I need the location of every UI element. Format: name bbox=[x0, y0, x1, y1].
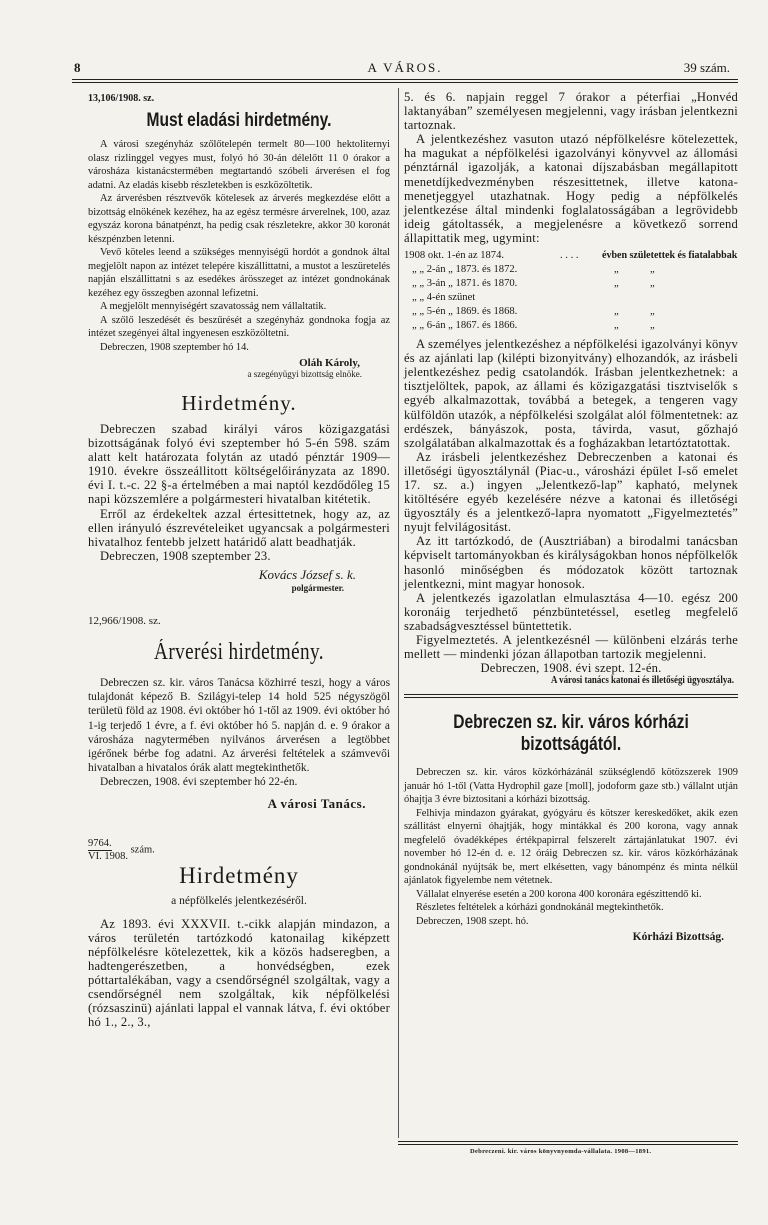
must-paragraph: Az árverésben résztvevők kötelesek az árverés megkezdése előtt a bizottság elnökének kezéhez, ha az egész termésre árverelnek, 100, azaz egyszáz korona bánatpénzt, ha pedig csak részletekre, akkor 30 koronát készpénzben letenni. bbox=[88, 193, 390, 245]
header-rule-thin bbox=[72, 82, 738, 83]
header-rule bbox=[72, 79, 738, 80]
hirdetmeny-notice bbox=[88, 391, 390, 593]
arveresi-ref-number: 12,966/1908. sz. bbox=[88, 614, 161, 627]
nepfolkeles-paragraph: A jelentkezés igazolatlan elmulasztása 4—10. egész 200 koronáig terjedhető pénzbüntetéssel, esetleg megfelelő szabadságvesztéssel büntettetik. bbox=[404, 590, 738, 633]
must-date: Debreczen, 1908 szeptember hó 14. bbox=[100, 341, 249, 353]
nepfolkeles-paragraph: Az itt tartózkodó, de (Ausztriában) a birodalmi tanácsban képviselt tartományokban és királyságokban honos népfölkelők hasonló minőségben és módozatok között tartoznak jelentkezni, mint magyar honosok. bbox=[404, 534, 738, 591]
must-notice bbox=[88, 93, 390, 379]
nepfolkeles-paragraph: A személyes jelentkezéshez a népfölkelési igazolványi könyv és az ajánlati lap (kilépti bizonyitvány) elhozandók, az irásbeli jelentkezéshez pedig csatolandók. Irásban jelentkezhetnek: a tisztjelöltek, papok, az állami és közigazgatási tisztviselők s egyéb alkalmazottak, továbbá a betegek, a tengeren vagy külföldön utazók, a népfölkelési szolgálat alól fölmentetnek: az erdészek, bányászok, posta, távirda, vasut, gőzhajó szolgálatában alkalmazottak és a fogházakban letartóztatottak. bbox=[404, 337, 738, 450]
column-divider bbox=[398, 88, 399, 1138]
nepfolkeles-subtitle: a népfölkelés jelentkezéséről. bbox=[171, 894, 307, 907]
hirdetmeny-date: Debreczen, 1908 szeptember 23. bbox=[100, 548, 271, 563]
newspaper-title: A VÁROS. bbox=[367, 60, 443, 75]
nepfolkeles-continued: 5. és 6. napjain reggel 7 órakor a péterfiai „Honvéd laktanyában” személyesen megjelenni, vagy irásban jelentkezni tartoznak. bbox=[404, 90, 738, 133]
section-rule-thin bbox=[404, 697, 738, 698]
arveresi-title: Árverési hirdetmény. bbox=[154, 638, 324, 665]
nepfolkeles-paragraph: Az 1893. évi XXXVII. t.-cikk alapján mindazon, a város területén tartózkodó katonailag kiképzett népfölkelésre kötelezettek, kik a közös hadseregben, a hadtengerészetben, a honvédségben, ezek póttartalékában, vagy a csendőrségnél szolgáltak, vagy a csendőrségnél nem szolgáltak, kik népfölkelési (rózsaszinü) ajánlati lappal el vannak látva, f. évi október hó 1., 2., 3., bbox=[88, 916, 390, 1030]
ref-denominator: VI. 1908. bbox=[88, 850, 128, 862]
schedule-row: 1908 okt. 1-én az 1874. . . . . évben születettek és fiatalabbak bbox=[404, 250, 738, 262]
korhaz-paragraph: Felhivja mindazon gyárakat, gyógyáru és kötszer kereskedőket, akik ezen szállitást elnyerni óhajtják, hogy mintákkal és 200 korona, vagy annak megfelelő óvadékképes értékpapirral felszerelt zártajánlatukat 1907. évi november hó 12-én d. e. 12 óráig Debreczen sz. kir. város közkórházának gondnokánál nyújtsák be, mert elkésetten, vagy bánompénz és minta nélkül ajánlatok figyelembe nem vétetnek. bbox=[404, 807, 738, 887]
nepfolkeles-notice bbox=[88, 838, 390, 1030]
right-column bbox=[404, 90, 738, 943]
left-column bbox=[88, 90, 390, 1029]
section-rule bbox=[404, 694, 738, 695]
arveresi-signature: A városi Tanács. bbox=[267, 795, 366, 811]
page-number: 8 bbox=[74, 60, 83, 75]
hirdetmeny-title: Hirdetmény. bbox=[181, 391, 297, 415]
schedule-table bbox=[404, 249, 738, 333]
footer-rule bbox=[398, 1141, 738, 1142]
ref-suffix: szám. bbox=[130, 844, 155, 856]
printer-imprint: Debreczeni. kir. város könyvnyomda-vállalata. 1908—1891. bbox=[470, 1148, 652, 1155]
schedule-row: „ „ 6-án „ 1867. és 1866. „ „ bbox=[412, 320, 655, 332]
arveresi-paragraph: Debreczen sz. kir. város Tanácsa közhirré teszi, hogy a város tulajdonát képező B. Szilágyi-telep 14 hold 525 négyszögöl területü föld az 1908. évi október hó 1-től az 1909. évi október hó 1-ig terjedő 1 évre, a f. évi október hó 5. napján d. e. 9 órakor a városháza nagytermében nyilvános árverésen a legtöbbet igérőnek bérbe fog adatni. Az árverési feltételek a számvevői hivatalban a hivatalos órák alatt megtekinthetők. bbox=[88, 676, 390, 775]
arveresi-notice bbox=[88, 615, 390, 812]
nepfolkeles-ref bbox=[88, 838, 390, 863]
arveresi-date: Debreczen, 1908. évi szeptember hó 22-én. bbox=[100, 776, 298, 789]
footer-rule-thin bbox=[398, 1144, 738, 1145]
must-title: Must eladási hirdetmény. bbox=[146, 110, 332, 131]
nepfolkeles-paragraph: A jelentkezéshez vasuton utazó népfölkelésre kötelezettek, ha magukat a népfölkelési igazolványi könyvvel az állomási pénztárnál igazolják, a katonai díjszabásban megállapitott menetdíjkedvezményben részesittetnek, illetve katona-menetjeggyel utazhatnak. Hogy pedig a népfölkelés jelentkezése által mindenki foglalatosságában a legrövidebb ideig gátoltassék, a megjelenésre a következő sorrend állapittatik meg, ugymint: bbox=[404, 132, 738, 245]
korhaz-notice bbox=[404, 712, 738, 943]
schedule-row: „ „ 5-én „ 1869. és 1868. „ „ bbox=[412, 306, 655, 318]
nepfolkeles-paragraph: Az irásbeli jelentkezéshez Debreczenben a katonai és illetőségi ügyosztálynál (Piac-u., városházi épület I-ső emelet 17. sz. a.) ingyen „Jelentkező-lap” kapható, melynek kitöltésére egyéb kezelésére nézve a katonai és illetőségi ügyosztály és a jelentkező-lapra nyomatott „Figyelmeztetés” nyujt felvilágositást. bbox=[404, 449, 738, 535]
hirdetmeny-paragraph: Debreczen szabad királyi város közigazgatási bizottságának folyó évi szeptember hó 5-én 598. szám alatt kelt határozata folytán az utadó pénztár 1909—1910. évekre összeállitott költségelőirányzata az 1890. évi I. t.-c. 22 §-a értelmében a mai naptól kezdődőleg 15 napi közszemlére a polgármesteri hivatalban kitétetik. bbox=[88, 422, 390, 507]
issue-number: 39 szám. bbox=[683, 60, 730, 75]
schedule-row: „ „ 2-án „ 1873. és 1872. „ „ bbox=[412, 264, 655, 276]
korhaz-title: Debreczen sz. kir. város kórházi bizottságától. bbox=[453, 712, 689, 756]
nepfolkeles-title: Hirdetmény bbox=[179, 862, 299, 888]
nepfolkeles-paragraph: Figyelmeztetés. A jelentkezésnél — különbeni elzárás terhe mellett — mindenki józan állapotban tartozik megjelenni. bbox=[404, 633, 738, 662]
must-ref-number: 13,106/1908. sz. bbox=[88, 93, 155, 104]
korhaz-signature: Kórházi Bizottság. bbox=[632, 931, 724, 944]
hirdetmeny-signature-title: polgármester. bbox=[291, 582, 344, 593]
hirdetmeny-paragraph: Erről az érdekeltek azzal értesittetnek, hogy az, az ellen irányuló észrevételeiket ugyancsak a polgármesteri hivatalhoz fentebb jelzett határidő alatt beadhatják. bbox=[88, 506, 390, 549]
must-paragraph: A városi szegényház szőlőtelepén termelt 80—100 hektoliternyi olasz rizlinggel vegyes must, folyó hó 30-án délelőtt 11 0 órakor a városháza kistanácstermében megtartandó szóbeli árverésen el fog adatni. Az eladás kisebb részletekben is eszközöltetik. bbox=[88, 139, 390, 191]
must-paragraph: Vevő köteles leend a szükséges mennyiségű hordót a gondnok által megjelölt napon az intézet telepére kiszállittatni, a mustot a leszüretelés napján elszállittatni s az esedékes árösszeget az intézet gondnokának kezéhez egy összegben azonnal lefizetni. bbox=[88, 247, 390, 299]
nepfolkeles-signature: A városi tanács katonai és illetőségi ügyosztálya. bbox=[550, 675, 734, 687]
hirdetmeny-signature: Kovács József s. k. bbox=[258, 566, 356, 582]
must-paragraph: A megjelölt mennyiségért szavatosság nem vállaltatik. bbox=[100, 301, 327, 312]
must-signature: Oláh Károly, bbox=[299, 357, 360, 369]
must-paragraph: A szőlő leszedését és beszűrését a szegényház gondnoka fogja az intézet szegényei által ingyenesen eszközöltetni. bbox=[88, 314, 390, 339]
schedule-row: „ „ 3-án „ 1871. és 1870. „ „ bbox=[412, 278, 655, 290]
page-header bbox=[72, 60, 738, 76]
korhaz-paragraph: Részletes feltételek a kórházi gondnokánál megtekinthetők. bbox=[416, 902, 664, 914]
korhaz-paragraph: Vállalat elnyerése esetén a 200 korona 400 koronára egészittendő ki. bbox=[416, 888, 702, 900]
must-signature-title: a szegényügyi bizottság elnöke. bbox=[247, 369, 362, 379]
nepfolkeles-date: Debreczen, 1908. évi szept. 12-én. bbox=[480, 661, 662, 676]
schedule-row: „ „ 4-én szünet bbox=[412, 292, 476, 304]
korhaz-paragraph: Debreczen sz. kir. város közkórházánál szükséglendő kötözszerek 1909 január hó 1-től (Vatta Hydrophil gaze [moll], jodoform gaze stb.) vállalnt utján óhajtja 3 évre biztositani a kórházi bizottság. bbox=[404, 767, 738, 806]
ref-numerator: 9764. bbox=[88, 837, 112, 849]
korhaz-date: Debreczen, 1908 szept. hó. bbox=[416, 915, 529, 927]
